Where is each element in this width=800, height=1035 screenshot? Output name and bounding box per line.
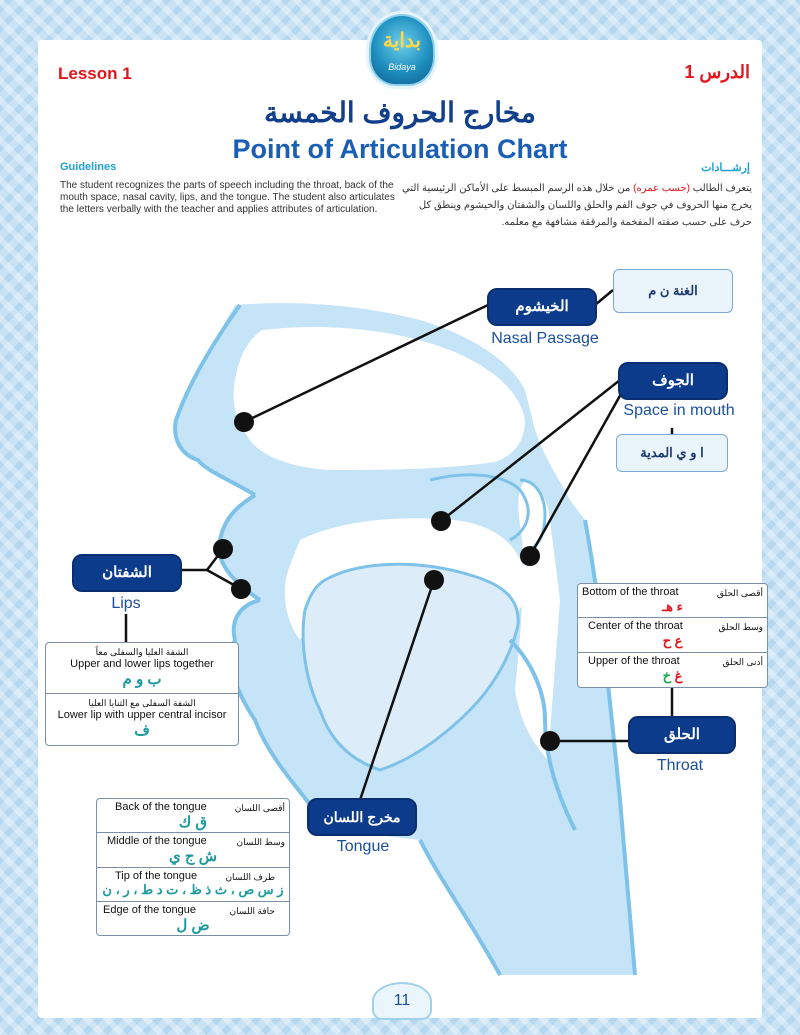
tongue-row (97, 868, 289, 902)
throat-row-en: Center of the throat (588, 620, 683, 632)
lips-row-ar: الشفة السفلى مع الثنايا العليا (88, 698, 196, 708)
throat-row-letter-b: ح (662, 633, 671, 648)
throat-row-en: Upper of the throat (588, 655, 680, 667)
throat-row-ar: وسط الحلق (718, 622, 763, 632)
tongue-row-letters: ق ك (178, 814, 208, 831)
jawf-label-en: Space in mouth (623, 402, 735, 419)
tongue-row-letters: ض ل (176, 917, 210, 934)
tongue-row-en: Back of the tongue (115, 801, 207, 813)
bidaya-logo (369, 14, 435, 86)
tongue-table (96, 798, 290, 936)
lips-row-en: Upper and lower lips together (70, 658, 214, 670)
nasal-info-box: الغنة ن م (613, 269, 733, 313)
lips-row-letters: ب و م (122, 671, 162, 688)
point-tongue (424, 570, 444, 590)
lesson-label-ar: الدرس 1 (684, 62, 750, 82)
throat-row-letter-a: ء (676, 599, 683, 614)
throat-row-letter-b: خ (662, 668, 671, 683)
irshadat-text (402, 180, 752, 231)
throat-row (578, 618, 767, 653)
lips-row-en: Lower lip with upper central incisor (57, 709, 227, 721)
throat-row-letter-b: هـ (662, 599, 673, 614)
lips-label-en: Lips (111, 595, 141, 612)
point-mouth (431, 511, 451, 531)
lips-row (46, 694, 238, 744)
tongue-row-en: Tip of the tongue (115, 870, 198, 882)
nasal-label-en: Nasal Passage (491, 330, 599, 347)
irshadat-text-red: (حسب عمره) (633, 183, 690, 194)
tongue-row-ar: وسط اللسان (236, 837, 285, 847)
throat-row-ar: أدنى الحلق (722, 657, 763, 667)
tongue-label-en: Tongue (336, 838, 390, 855)
point-nasal (234, 412, 254, 432)
tongue-label-ar: مخرج اللسان (307, 798, 417, 836)
tongue-row-ar: حافة اللسان (229, 906, 275, 916)
lips-table (45, 642, 239, 746)
throat-label-en: Throat (656, 757, 704, 774)
point-throat-upper (520, 546, 540, 566)
nasal-label-ar: الخيشوم (487, 288, 597, 326)
lips-label-ar: الشفتان (72, 554, 182, 592)
page-title-ar: مخارج الحروف الخمسة (264, 97, 536, 128)
logo-english-text: Bidaya (388, 62, 416, 72)
irshadat-text-part2: من خلال هذه الرسم المبسط على الأماكن الرئيسية التي يخرج منها الحروف في جوف الفم والحلق واللسان والشفتان والخيشوم وينطق كل حرف على حسب صفته المفخمة والمرققة مشافهة مع معلمه. (402, 183, 752, 228)
tongue-row-en: Edge of the tongue (103, 904, 196, 916)
throat-row (578, 653, 767, 687)
jawf-info-box: ا و ي المدية (616, 434, 728, 472)
point-throat (540, 731, 560, 751)
guidelines-heading: Guidelines (60, 161, 117, 173)
lesson-label-en: Lesson 1 (58, 64, 132, 83)
point-lips-upper (213, 539, 233, 559)
logo-arabic-text: بداية (383, 30, 421, 52)
tongue-row (97, 799, 289, 833)
throat-row (578, 584, 767, 618)
page-number: 11 (372, 982, 432, 1020)
throat-row-en: Bottom of the throat (582, 586, 679, 598)
jawf-label-ar: الجوف (618, 362, 728, 400)
irshadat-text-part1: يتعرف الطالب (692, 183, 752, 194)
throat-row-letter-a: غ (674, 668, 683, 683)
tongue-row-letters: ش ج ي (168, 848, 218, 865)
throat-row-letter-a: ع (674, 633, 683, 648)
tongue-row-en: Middle of the tongue (107, 835, 207, 847)
page-title-en: Point of Articulation Chart (232, 134, 568, 164)
lips-row-letters: ف (134, 722, 150, 739)
irshadat-heading: إرشـــادات (701, 162, 750, 174)
lips-row (46, 643, 238, 694)
guidelines-text: The student recognizes the parts of speech including the throat, back of the mouth space, nasal cavity, lips, and the tongue. The student also articulates the letters verbally with the teacher and applies attributes of articulation. (60, 180, 395, 215)
tongue-row (97, 833, 289, 868)
tongue-row-ar: أقصى اللسان (234, 803, 285, 813)
lips-row-ar: الشفة العليا والسفلى معاً (95, 647, 189, 657)
throat-table (577, 583, 768, 688)
throat-label-ar: الحلق (628, 716, 736, 754)
throat-row-ar: أقصى الحلق (716, 588, 763, 598)
tongue-row-ar: طرف اللسان (225, 872, 275, 882)
tongue-row (97, 902, 289, 936)
point-lips-lower (231, 579, 251, 599)
tongue-row-letters: ز س ص ، ث ذ ظ ، ت د ط ، ر ، ن (102, 882, 284, 897)
